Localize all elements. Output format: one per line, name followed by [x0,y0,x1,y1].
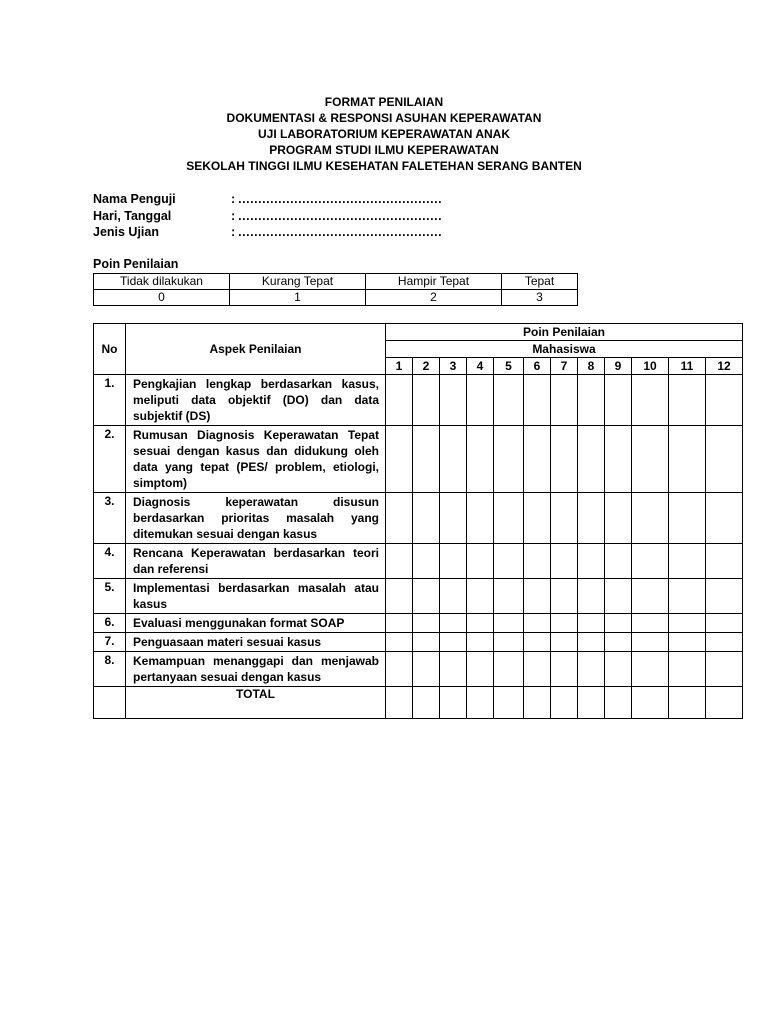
table-row [94,544,743,579]
table-row [94,633,743,652]
student-number-header: 6 [524,358,551,375]
total-no-cell [94,687,126,719]
score-cell[interactable] [551,544,578,579]
header-mahasiswa: Mahasiswa [386,341,743,358]
score-cell[interactable] [632,614,669,633]
score-cell[interactable] [440,544,467,579]
row-number: 7. [94,633,126,652]
aspect-text: Pengkajian lengkap berdasarkan kasus, meliputi data objektif (DO) dan data subjektif (DS) [126,375,386,426]
score-cell[interactable] [578,579,605,614]
aspect-text: Rencana Keperawatan berdasarkan teori dan referensi [126,544,386,579]
score-cell[interactable] [605,375,632,426]
score-cell[interactable] [551,426,578,493]
score-cell[interactable] [605,544,632,579]
legend-value: 0 [94,290,230,306]
score-cell[interactable] [440,493,467,544]
score-cell[interactable] [632,544,669,579]
table-row [94,652,743,687]
score-cell[interactable] [578,614,605,633]
score-cell[interactable] [669,633,706,652]
score-cell[interactable] [467,579,494,614]
total-row [94,687,743,719]
score-cell[interactable] [669,375,706,426]
info-fill-field[interactable]: : …………………………………………… [231,208,442,223]
aspect-text: Rumusan Diagnosis Keperawatan Tepat sesuai dengan kasus dan didukung oleh data yang tepat (PES/ problem, etiologi, simptom) [126,426,386,493]
score-cell[interactable] [632,652,669,687]
table-row [94,493,743,544]
score-cell[interactable] [467,544,494,579]
header-row-1 [94,324,743,341]
legend-value-row [94,290,578,306]
poin-penilaian-heading: Poin Penilaian [93,257,179,271]
score-cell[interactable] [605,652,632,687]
score-cell[interactable] [467,633,494,652]
total-score-cell[interactable] [494,687,524,719]
total-score-cell[interactable] [578,687,605,719]
score-cell[interactable] [494,633,524,652]
score-cell[interactable] [669,579,706,614]
score-cell[interactable] [706,544,743,579]
score-cell[interactable] [551,652,578,687]
total-score-cell[interactable] [467,687,494,719]
total-label: TOTAL [126,687,386,719]
row-number: 6. [94,614,126,633]
score-cell[interactable] [494,375,524,426]
row-number: 8. [94,652,126,687]
score-cell[interactable] [413,375,440,426]
info-label: Nama Penguji [93,192,176,206]
score-cell[interactable] [494,614,524,633]
score-cell[interactable] [413,426,440,493]
table-row [94,426,743,493]
score-cell[interactable] [524,426,551,493]
header-no: No [94,324,126,375]
info-label: Jenis Ujian [93,225,159,239]
score-cell[interactable] [467,652,494,687]
aspect-text: Diagnosis keperawatan disusun berdasarkan prioritas masalah yang ditemukan sesuai dengan kasus [126,493,386,544]
score-cell[interactable] [605,579,632,614]
row-number: 3. [94,493,126,544]
score-cell[interactable] [386,426,413,493]
score-cell[interactable] [467,614,494,633]
legend-value: 3 [502,290,578,306]
score-cell[interactable] [578,493,605,544]
score-cell[interactable] [706,652,743,687]
score-cell[interactable] [524,579,551,614]
title-line-2: DOKUMENTASI & RESPONSI ASUHAN KEPERAWATAN [226,111,542,125]
score-cell[interactable] [605,633,632,652]
score-cell[interactable] [669,614,706,633]
score-cell[interactable] [706,493,743,544]
score-cell[interactable] [440,614,467,633]
student-number-header: 12 [706,358,743,375]
total-score-cell[interactable] [440,687,467,719]
score-cell[interactable] [578,652,605,687]
score-cell[interactable] [669,426,706,493]
table-row [94,579,743,614]
score-cell[interactable] [605,493,632,544]
examiner-info [93,191,442,241]
info-label: Hari, Tanggal [93,208,172,223]
score-cell[interactable] [467,375,494,426]
score-cell[interactable] [386,579,413,614]
score-cell[interactable] [413,579,440,614]
score-cell[interactable] [632,493,669,544]
legend-label: Tidak dilakukan [94,274,230,290]
score-cell[interactable] [440,633,467,652]
score-cell[interactable] [578,375,605,426]
score-cell[interactable] [578,633,605,652]
table-row [94,375,743,426]
student-number-header: 8 [578,358,605,375]
total-score-cell[interactable] [632,687,669,719]
total-score-cell[interactable] [551,687,578,719]
score-cell[interactable] [467,426,494,493]
table-row [94,614,743,633]
aspect-text: Penguasaan materi sesuai kasus [126,633,386,652]
legend-value: 1 [230,290,366,306]
row-number: 4. [94,544,126,579]
score-cell[interactable] [524,614,551,633]
info-fill-field[interactable]: : …………………………………………… [231,192,442,206]
score-cell[interactable] [524,375,551,426]
score-cell[interactable] [386,614,413,633]
score-legend-table [93,273,578,306]
header-poin-penilaian: Poin Penilaian [386,324,743,341]
info-row-nama-penguji [93,191,442,208]
score-cell[interactable] [386,652,413,687]
score-cell[interactable] [706,633,743,652]
score-cell[interactable] [440,579,467,614]
document-title [0,94,768,174]
score-cell[interactable] [551,375,578,426]
score-cell[interactable] [605,426,632,493]
legend-label-row [94,274,578,290]
score-cell[interactable] [467,493,494,544]
score-cell[interactable] [440,375,467,426]
total-score-cell[interactable] [669,687,706,719]
legend-value: 2 [366,290,502,306]
info-row-jenis-ujian [93,224,442,241]
score-cell[interactable] [551,579,578,614]
info-fill-field[interactable]: : …………………………………………… [231,225,442,239]
student-number-header: 4 [467,358,494,375]
score-cell[interactable] [669,652,706,687]
score-cell[interactable] [632,579,669,614]
score-cell[interactable] [578,544,605,579]
row-number: 5. [94,579,126,614]
title-line-3: UJI LABORATORIUM KEPERAWATAN ANAK [258,127,510,141]
title-line-4: PROGRAM STUDI ILMU KEPERAWATAN [269,143,499,157]
student-number-header: 3 [440,358,467,375]
student-number-header: 1 [386,358,413,375]
score-cell[interactable] [494,544,524,579]
score-cell[interactable] [494,493,524,544]
score-cell[interactable] [578,426,605,493]
score-cell[interactable] [524,493,551,544]
score-cell[interactable] [632,375,669,426]
score-cell[interactable] [524,544,551,579]
aspect-text: Implementasi berdasarkan masalah atau kasus [126,579,386,614]
info-row-hari-tanggal [93,208,442,225]
row-number: 2. [94,426,126,493]
score-cell[interactable] [494,652,524,687]
score-cell[interactable] [494,426,524,493]
score-cell[interactable] [605,614,632,633]
score-cell[interactable] [413,614,440,633]
total-score-cell[interactable] [386,687,413,719]
total-score-cell[interactable] [524,687,551,719]
total-score-cell[interactable] [706,687,743,719]
score-cell[interactable] [632,633,669,652]
score-cell[interactable] [386,633,413,652]
aspect-text: Kemampuan menanggapi dan menjawab pertanyaan sesuai dengan kasus [126,652,386,687]
score-cell[interactable] [706,614,743,633]
score-cell[interactable] [669,544,706,579]
score-cell[interactable] [386,375,413,426]
score-cell[interactable] [413,544,440,579]
student-number-header: 11 [669,358,706,375]
score-cell[interactable] [551,633,578,652]
score-cell[interactable] [440,426,467,493]
score-cell[interactable] [706,426,743,493]
score-cell[interactable] [551,614,578,633]
score-cell[interactable] [706,375,743,426]
student-number-header: 10 [632,358,669,375]
title-line-5: SEKOLAH TINGGI ILMU KESEHATAN FALETEHAN SERANG BANTEN [186,159,582,173]
score-cell[interactable] [494,579,524,614]
legend-label: Hampir Tepat [366,274,502,290]
student-number-header: 2 [413,358,440,375]
score-cell[interactable] [386,544,413,579]
score-cell[interactable] [524,633,551,652]
header-aspek-penilaian: Aspek Penilaian [126,324,386,375]
title-line-1: FORMAT PENILAIAN [324,95,444,109]
student-number-header: 9 [605,358,632,375]
assessment-table [93,323,743,719]
score-cell[interactable] [386,493,413,544]
score-cell[interactable] [524,652,551,687]
student-number-header: 5 [494,358,524,375]
score-cell[interactable] [669,493,706,544]
student-number-header: 7 [551,358,578,375]
score-cell[interactable] [413,633,440,652]
legend-label: Kurang Tepat [230,274,366,290]
score-cell[interactable] [413,652,440,687]
total-score-cell[interactable] [413,687,440,719]
score-cell[interactable] [632,426,669,493]
score-cell[interactable] [440,652,467,687]
total-score-cell[interactable] [605,687,632,719]
score-cell[interactable] [413,493,440,544]
row-number: 1. [94,375,126,426]
score-cell[interactable] [551,493,578,544]
legend-label: Tepat [502,274,578,290]
aspect-text: Evaluasi menggunakan format SOAP [126,614,386,633]
score-cell[interactable] [706,579,743,614]
